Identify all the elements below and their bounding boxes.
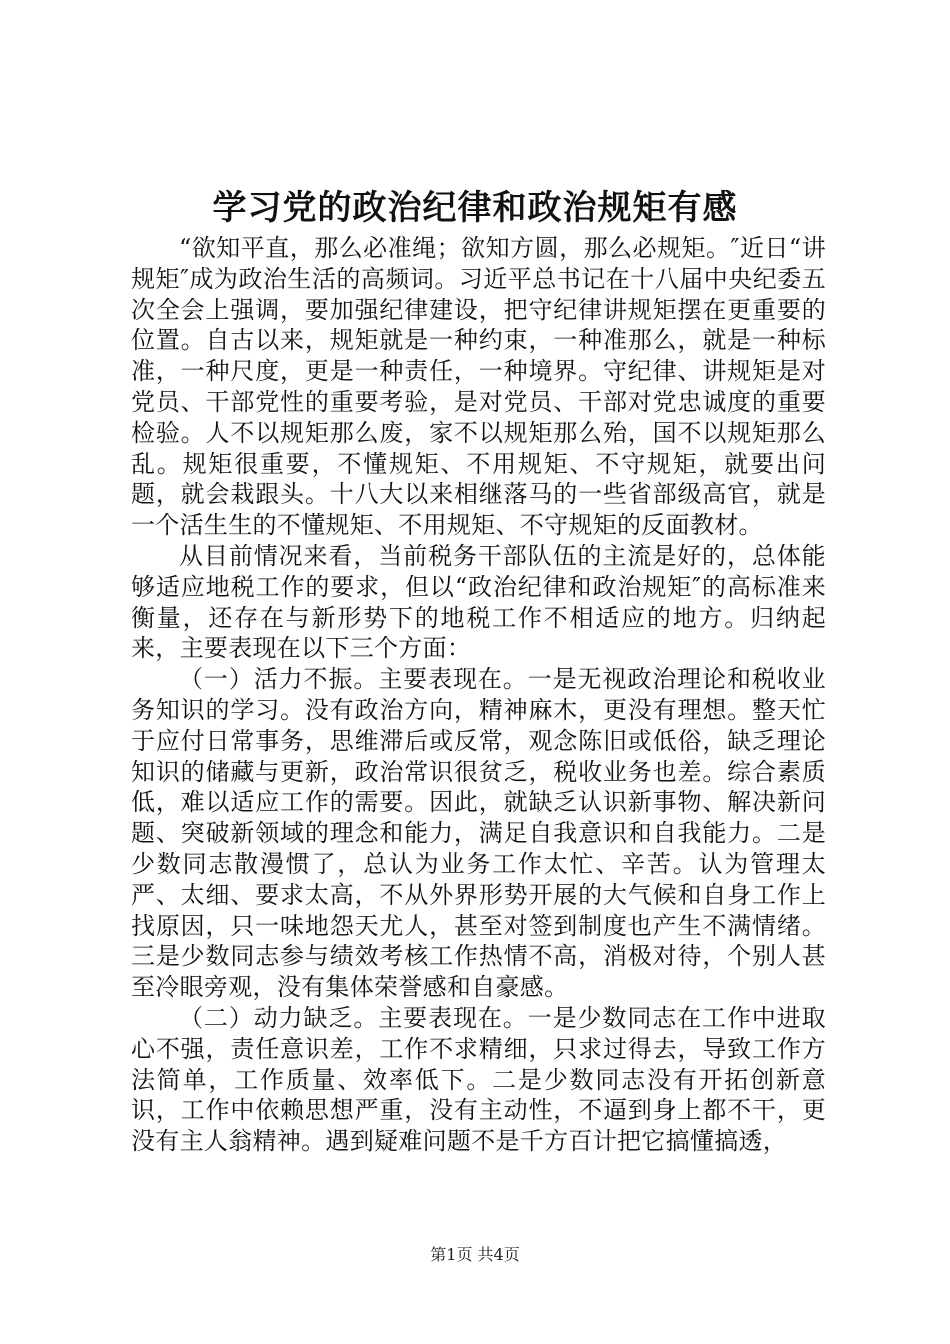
paragraph-3: （一）活力不振。主要表现在。一是无视政治理论和税收业务知识的学习。没有政治方向，精神麻木，更没有理想。整天忙于应付日常事务，思维滞后或反常，观念陈旧或低俗，缺乏理论知识的储藏与更新，政治常识很贫乏，税收业务也差。综合素质低，难以适应工作的需要。因此，就缺乏认识新事物、解决新问题、突破新领域的理念和能力，满足自我意识和自我能力。二是少数同志散漫惯了，总认为业务工作太忙、辛苦。认为管理太严、太细、要求太高，不从外界形势开展的大气候和自身工作上找原因，只一味地怨天尤人，甚至对签到制度也产生不满情绪。三是少数同志参与绩效考核工作热情不高，消极对待，个别人甚至冷眼旁观，没有集体荣誉感和自豪感。	[131, 665, 826, 1002]
page-footer: 第1页 共4页	[430, 1245, 520, 1264]
document-title: 学习党的政治纪律和政治规矩有感	[212, 188, 738, 228]
document-body	[131, 233, 826, 1157]
paragraph-1: “欲知平直，那么必准绳；欲知方圆，那么必规矩。″近日“讲规矩″成为政治生活的高频词。习近平总书记在十八届中央纪委五次全会上强调，要加强纪律建设，把守纪律讲规矩摆在更重要的位置。自古以来，规矩就是一种约束，一种准那么，就是一种标准，一种尺度，更是一种责任，一种境界。守纪律、讲规矩是对党员、干部党性的重要考验，是对党员、干部对党忠诚度的重要检验。人不以规矩那么废，家不以规矩那么殆，国不以规矩那么乱。规矩很重要，不懂规矩、不用规矩、不守规矩，就要出问题，就会栽跟头。十八大以来相继落马的一些省部级高官，就是一个活生生的不懂规矩、不用规矩、不守规矩的反面教材。	[131, 234, 826, 540]
paragraph-4: （二）动力缺乏。主要表现在。一是少数同志在工作中进取心不强，责任意识差，工作不求精细，只求过得去，导致工作方法简单，工作质量、效率低下。二是少数同志没有开拓创新意识，工作中依赖思想严重，没有主动性，不逼到身上都不干，更没有主人翁精神。遇到疑难问题不是千方百计把它搞懂搞透，	[131, 1003, 826, 1156]
paragraph-2: 从目前情况来看，当前税务干部队伍的主流是好的，总体能够适应地税工作的要求，但以“政治纪律和政治规矩″的高标准来衡量，还存在与新形势下的地税工作不相适应的地方。归纳起来，主要表现在以下三个方面：	[131, 541, 826, 663]
